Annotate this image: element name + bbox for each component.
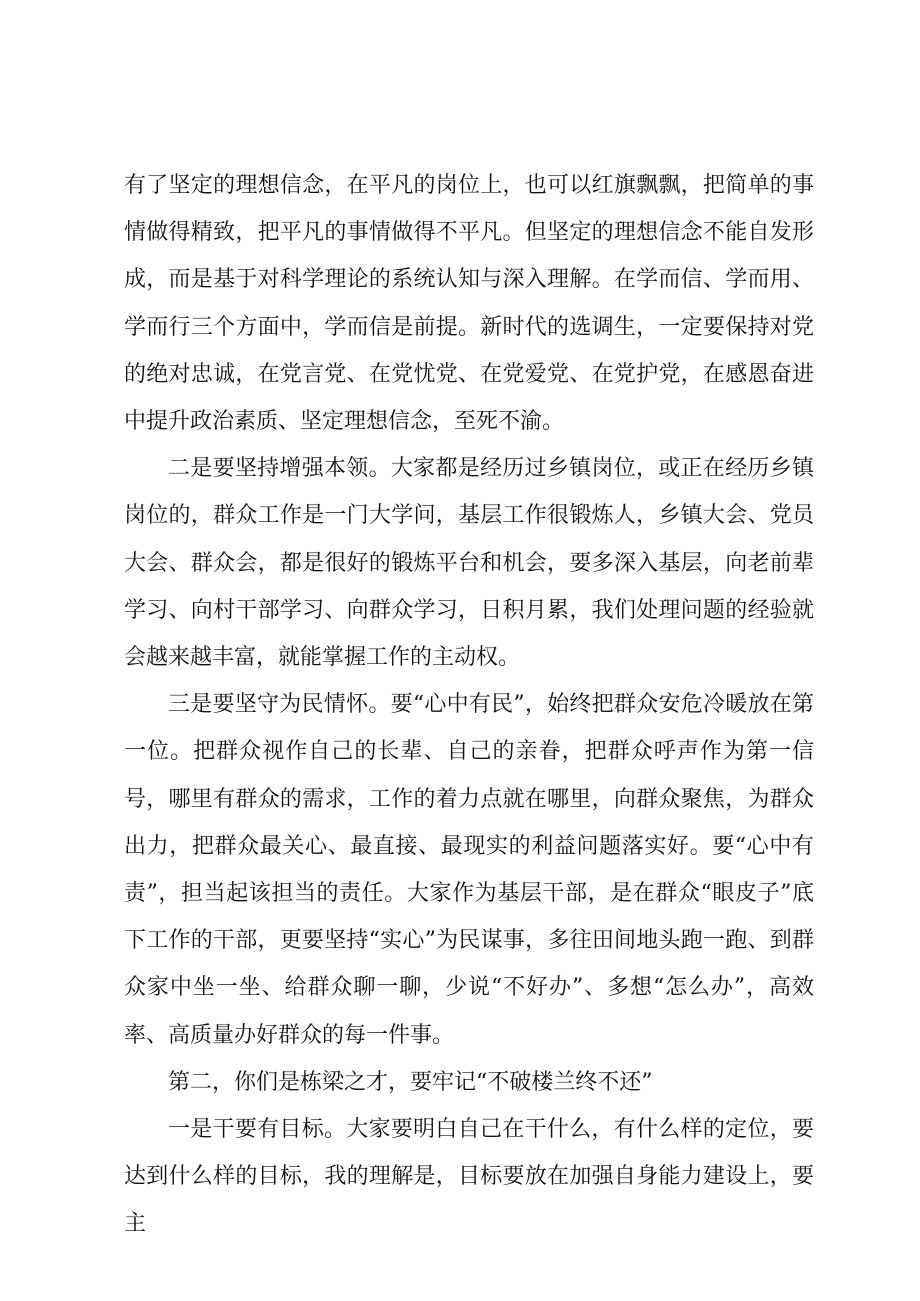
paragraph-set-goals: 一是干要有目标。大家要明白自己在干什么，有什么样的定位，要达到什么样的目标，我的理解是，目标要放在加强自身能力建设上，要主	[124, 1117, 814, 1237]
paragraph-serve-people: 三是要坚守为民情怀。要“心中有民”，始终把群众安危冷暖放在第一位。把群众视作自己的长辈、自己的亲眷，把群众呼声作为第一信号，哪里有群众的需求，工作的着力点就在哪里，向群众聚焦，为群众出力，把群众最关心、最直接、最现实的利益问题落实好。要“心中有责”，担当起该担当的责任。大家作为基层干部，是在群众“眼皮子”底下工作的干部，更要坚持“实心”为民谋事，多往田间地头跑一跑、到群众家中坐一坐、给群众聊一聊，少说“不好办”、多想“怎么办”，高效率、高质量办好群众的每一件事。	[124, 692, 814, 1048]
document-body	[124, 162, 814, 1248]
section-heading-second: 第二，你们是栋梁之才，要牢记“不破楼兰终不还”	[168, 1069, 653, 1095]
paragraph-ideals-continued: 有了坚定的理想信念，在平凡的岗位上，也可以红旗飘飘，把简单的事情做得精致，把平凡的事情做得不平凡。但坚定的理想信念不能自发形成，而是基于对科学理论的系统认知与深入理解。在学而信、学而用、学而行三个方面中，学而信是前提。新时代的选调生，一定要保持对党的绝对忠诚，在党言党、在党忧党、在党爱党、在党护党，在感恩奋进中提升政治素质、坚定理想信念，至死不渝。	[124, 173, 814, 435]
paragraph-strengthen-skills: 二是要坚持增强本领。大家都是经历过乡镇岗位，或正在经历乡镇岗位的，群众工作是一门大学问，基层工作很锻炼人，乡镇大会、党员大会、群众会，都是很好的锻炼平台和机会，要多深入基层，向老前辈学习、向村干部学习、向群众学习，日积月累，我们处理问题的经验就会越来越丰富，就能掌握工作的主动权。	[124, 456, 814, 671]
